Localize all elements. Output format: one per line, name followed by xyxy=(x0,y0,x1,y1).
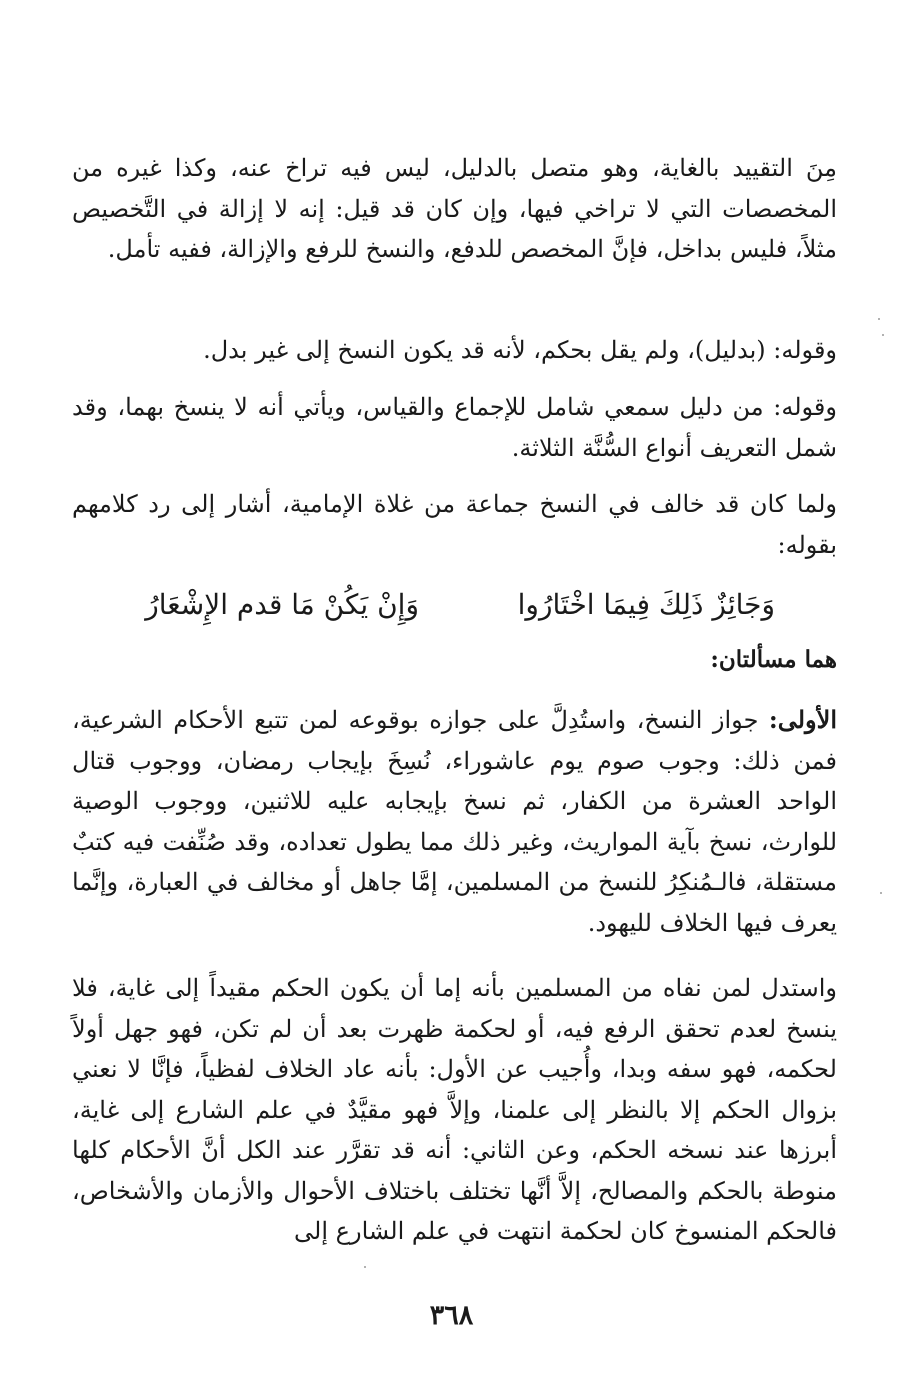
paragraph-first-issue xyxy=(72,700,837,943)
scan-speck xyxy=(364,1266,366,1268)
scan-speck xyxy=(880,892,882,894)
page-number: ٣٦٨ xyxy=(429,1300,474,1331)
scan-speck xyxy=(878,318,880,320)
verse-second-hemistich: وَإِنْ يَكُنْ مَا قدم الإِشْعَارُ xyxy=(145,588,419,621)
verse-first-hemistich: وَجَائِزٌ ذَلِكَ فِيمَا اخْتَارُوا xyxy=(517,588,775,621)
first-issue-text: جواز النسخ، واستُدِلَّ على جوازه بوقوعه لمن تتبع الأحكام الشرعية، فمن ذلك: وجوب صوم يوم عاشوراء، نُسِخَ بإيجاب رمضان، ووجوب قتال الواحد العشرة من الكفار، ثم نسخ بإيجابه عليه للاثنين، ووجوب الوصية للوارث، نسخ بآية المواريث، وغير ذلك مما يطول تعداده، وقد صُنِّفت فيه كتبٌ مستقلة، فالـمُنكِرُ للنسخ من المسلمين، إمَّا جاهل أو مخالف في العبارة، وإنَّما يعرف فيها الخلاف لليهود. xyxy=(72,706,837,937)
poem-verse xyxy=(72,580,837,630)
scan-speck xyxy=(882,334,884,336)
paragraph-imamiyya-dispute: ولما كان قد خالف في النسخ جماعة من غلاة الإمامية، أشار إلى رد كلامهم بقوله: xyxy=(72,490,837,559)
paragraph-his-saying-evidence: وقوله: (بدليل)، ولم يقل بحكم، لأنه قد يكون النسخ إلى غير بدل. xyxy=(203,336,837,364)
paragraph-specification: مِنَ التقييد بالغاية، وهو متصل بالدليل، ليس فيه تراخ عنه، وكذا غيره من المخصصات التي لا تراخي فيها، وإن كان قد قيل: إنه لا إزالة في التَّخصيص مثلاً، فليس بداخل، فإنَّ المخصص للدفع، والنسخ للرفع والإزالة، ففيه تأمل. xyxy=(72,154,837,263)
issues-intro: هما مسألتان: xyxy=(710,646,837,673)
paragraph-his-saying-audible-evidence: وقوله: من دليل سمعي شامل للإجماع والقياس، ويأتي أنه لا ينسخ بهما، وقد شمل التعريف أنواع السُّنَّة الثلاثة. xyxy=(72,393,837,462)
paragraph-argument-and-reply: واستدل لمن نفاه من المسلمين بأنه إما أن يكون الحكم مقيداً إلى غاية، فلا ينسخ لعدم تحقق الرفع فيه، أو لحكمة ظهرت بعد أن لم تكن، فهو جهل أولاً لحكمه، فهو سفه وبدا، وأُجيب عن الأول: بأنه عاد الخلاف لفظياً، فإنَّا لا نعني بزوال الحكم إلا بالنظر إلى علمنا، وإلاَّ فهو مقيَّدٌ في علم الشارع إلى غاية، أبرزها عند نسخه الحكم، وعن الثاني: أنه قد تقرَّر عند الكل أنَّ الأحكام كلها منوطة بالحكم والمصالح، إلاَّ أنَّها تختلف باختلاف الأحوال والأزمان والأشخاص، فالحكم المنسوخ كان لحكمة انتهت في علم الشارع إلى xyxy=(72,974,837,1245)
first-issue-heading: الأولى: xyxy=(768,705,837,734)
